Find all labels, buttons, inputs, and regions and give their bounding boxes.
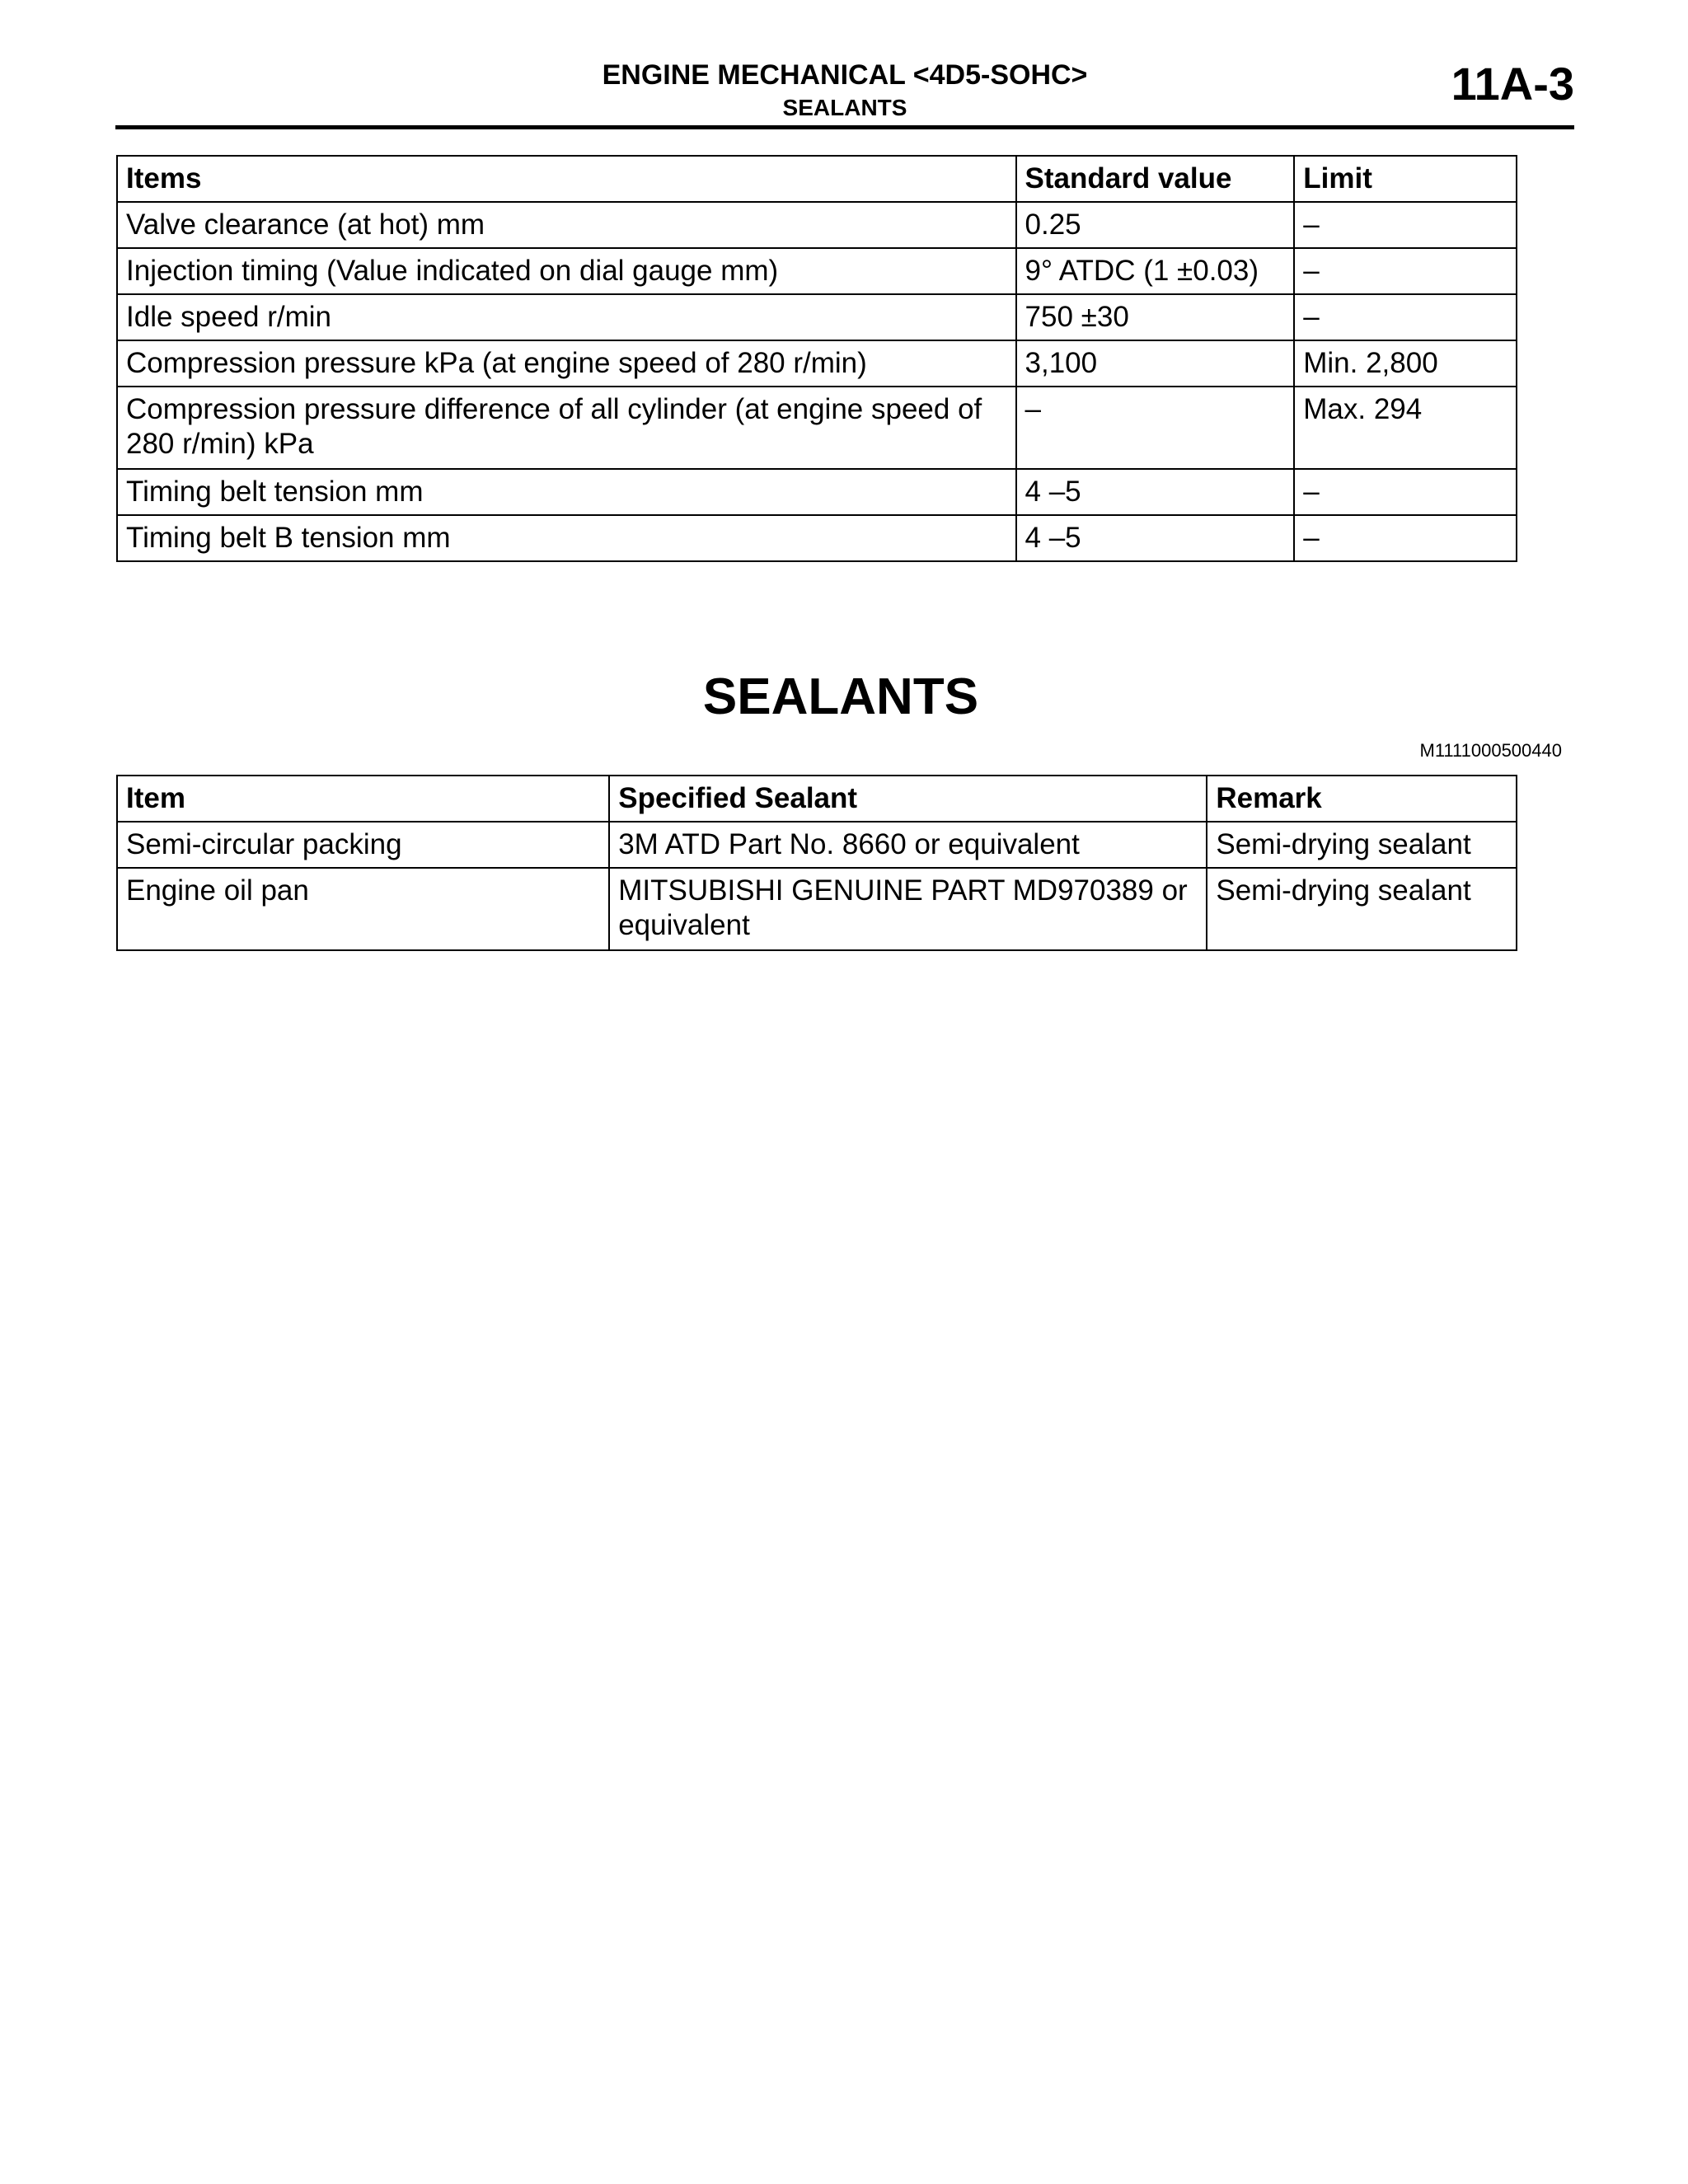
cell-standard-value: 9° ATDC (1 ±0.03) — [1016, 248, 1295, 294]
table-row — [117, 822, 1517, 868]
column-header-item: Item — [117, 776, 609, 822]
sealants-table — [116, 775, 1517, 951]
table-row — [117, 469, 1517, 515]
header-title: ENGINE MECHANICAL <4D5-SOHC> — [602, 59, 1088, 91]
header-subtitle: SEALANTS — [782, 95, 907, 120]
table-row — [117, 868, 1517, 950]
cell-item: Valve clearance (at hot) mm — [117, 202, 1016, 248]
cell-item: Timing belt tension mm — [117, 469, 1016, 515]
page-number: 11A-3 — [1451, 58, 1574, 110]
cell-limit: – — [1294, 294, 1517, 340]
cell-item: Engine oil pan — [117, 868, 609, 950]
cell-limit: – — [1294, 469, 1517, 515]
cell-remark: Semi-drying sealant — [1207, 822, 1517, 868]
cell-standard-value: 3,100 — [1016, 340, 1295, 387]
table-row — [117, 202, 1517, 248]
cell-limit: Min. 2,800 — [1294, 340, 1517, 387]
cell-limit: – — [1294, 248, 1517, 294]
cell-standard-value: 4 –5 — [1016, 469, 1295, 515]
cell-limit: Max. 294 — [1294, 387, 1517, 469]
cell-remark: Semi-drying sealant — [1207, 868, 1517, 950]
table-row — [117, 340, 1517, 387]
column-header-specified-sealant: Specified Sealant — [609, 776, 1207, 822]
table-header-row — [117, 776, 1517, 822]
column-header-remark: Remark — [1207, 776, 1517, 822]
cell-item: Compression pressure kPa (at engine speed of 280 r/min) — [117, 340, 1016, 387]
table-row — [117, 515, 1517, 561]
cell-item: Compression pressure difference of all cylinder (at engine speed of 280 r/min) kPa — [117, 387, 1016, 469]
cell-item: Injection timing (Value indicated on dial gauge mm) — [117, 248, 1016, 294]
column-header-limit: Limit — [1294, 156, 1517, 202]
table-row — [117, 248, 1517, 294]
table-row — [117, 294, 1517, 340]
section-heading: SEALANTS — [702, 668, 979, 725]
cell-limit: – — [1294, 202, 1517, 248]
cell-standard-value: 4 –5 — [1016, 515, 1295, 561]
cell-limit: – — [1294, 515, 1517, 561]
document-id: M1111000500440 — [1419, 740, 1562, 761]
page-header — [115, 58, 1574, 129]
column-header-items: Items — [117, 156, 1016, 202]
table-row — [117, 387, 1517, 469]
cell-item: Semi-circular packing — [117, 822, 609, 868]
cell-standard-value: 0.25 — [1016, 202, 1295, 248]
column-header-standard-value: Standard value — [1016, 156, 1295, 202]
cell-item: Timing belt B tension mm — [117, 515, 1016, 561]
table-header-row — [117, 156, 1517, 202]
cell-specified-sealant: MITSUBISHI GENUINE PART MD970389 or equivalent — [609, 868, 1207, 950]
specifications-table — [116, 155, 1517, 562]
cell-standard-value: – — [1016, 387, 1295, 469]
cell-specified-sealant: 3M ATD Part No. 8660 or equivalent — [609, 822, 1207, 868]
cell-item: Idle speed r/min — [117, 294, 1016, 340]
cell-standard-value: 750 ±30 — [1016, 294, 1295, 340]
